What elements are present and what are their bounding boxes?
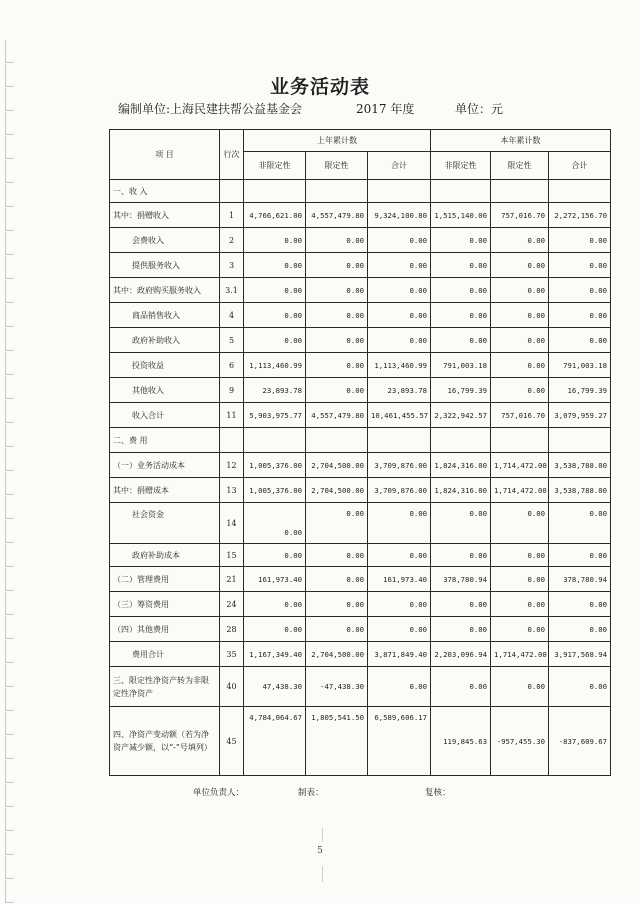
amount-cell: 0.00 xyxy=(431,253,491,278)
table-row xyxy=(110,353,611,378)
amount-cell: 0.00 xyxy=(368,253,431,278)
amount-cell: 0.00 xyxy=(306,503,368,544)
amount-cell: 0.00 xyxy=(368,667,431,707)
amount-cell: 2,704,500.00 xyxy=(306,453,368,478)
amount-cell: 3,538,788.00 xyxy=(549,478,611,503)
amount-cell: 4,766,621.00 xyxy=(244,203,306,228)
amount-cell: 0.00 xyxy=(549,303,611,328)
row-line-number: 6 xyxy=(220,353,244,378)
amount-cell: 0.00 xyxy=(431,544,491,567)
amount-cell: 0.00 xyxy=(491,253,549,278)
header-row-1 xyxy=(110,130,611,152)
header-curr-year: 本年累计数 xyxy=(431,130,611,152)
row-label: 商品销售收入 xyxy=(110,303,220,328)
row-line-number: 9 xyxy=(220,378,244,403)
amount-cell: 119,845.63 xyxy=(431,707,491,776)
table-row xyxy=(110,667,611,707)
binding-tick xyxy=(5,160,14,183)
amount-cell: 0.00 xyxy=(491,353,549,378)
binding-tick xyxy=(5,808,14,831)
amount-cell: 0.00 xyxy=(549,253,611,278)
report-title: 业务活动表 xyxy=(269,76,370,98)
row-label: 一、收 入 xyxy=(110,180,220,203)
table-row xyxy=(110,328,611,353)
amount-cell: 2,203,096.94 xyxy=(431,642,491,667)
table-row xyxy=(110,642,611,667)
amount-cell: 161,973.40 xyxy=(244,567,306,592)
fiscal-year: 2017 年度 xyxy=(356,102,415,116)
binding-tick xyxy=(5,712,14,735)
amount-cell: -957,455.30 xyxy=(491,707,549,776)
amount-cell: 1,113,460.99 xyxy=(244,353,306,378)
binding-tick xyxy=(5,760,14,783)
binding-tick xyxy=(5,376,14,399)
amount-cell: 0.00 xyxy=(491,303,549,328)
row-label: 三、限定性净资产转为非限定性净资产 xyxy=(110,667,220,707)
scan-mark xyxy=(322,866,323,882)
amount-cell: 378,780.94 xyxy=(549,567,611,592)
binding-tick xyxy=(5,400,14,423)
amount-cell: 3,538,788.00 xyxy=(549,453,611,478)
row-line-number: 13 xyxy=(220,478,244,503)
amount-cell: 3,709,876.00 xyxy=(368,453,431,478)
row-line-number: 4 xyxy=(220,303,244,328)
row-label: 其中：政府购买服务收入 xyxy=(110,278,220,303)
amount-cell: 23,893.78 xyxy=(368,378,431,403)
row-line-number: 14 xyxy=(220,503,244,544)
amount-cell: 0.00 xyxy=(306,278,368,303)
binding-tick xyxy=(5,328,14,351)
row-line-number: 21 xyxy=(220,567,244,592)
amount-cell: 1,005,376.00 xyxy=(244,478,306,503)
amount-cell xyxy=(368,428,431,453)
amount-cell: 0.00 xyxy=(306,328,368,353)
amount-cell: 47,438.30 xyxy=(244,667,306,707)
amount-cell: 0.00 xyxy=(431,667,491,707)
table-row xyxy=(110,592,611,617)
amount-cell: 23,893.78 xyxy=(244,378,306,403)
binding-tick xyxy=(5,448,14,471)
amount-cell: 0.00 xyxy=(368,592,431,617)
binding-tick xyxy=(5,664,14,687)
table-row xyxy=(110,707,611,776)
row-label: 四、净资产变动额（若为净资产减少额，以“-”号填列） xyxy=(110,707,220,776)
amount-cell: 0.00 xyxy=(549,228,611,253)
amount-cell: 791,003.18 xyxy=(431,353,491,378)
row-line-number: 2 xyxy=(220,228,244,253)
binding-tick xyxy=(5,112,14,135)
amount-cell xyxy=(491,180,549,203)
amount-cell: 0.00 xyxy=(549,278,611,303)
amount-cell: 0.00 xyxy=(244,617,306,642)
table-row xyxy=(110,428,611,453)
amount-cell: 2,322,942.57 xyxy=(431,403,491,428)
amount-cell: 1,805,541.50 xyxy=(306,707,368,776)
amount-cell xyxy=(306,180,368,203)
row-label: 其中：捐赠成本 xyxy=(110,478,220,503)
amount-cell: -47,438.30 xyxy=(306,667,368,707)
binding-tick xyxy=(5,616,14,639)
amount-cell: 10,461,455.57 xyxy=(368,403,431,428)
binding-tick xyxy=(5,880,14,903)
binding-tick xyxy=(5,688,14,711)
amount-cell: 0.00 xyxy=(431,592,491,617)
amount-cell: 0.00 xyxy=(244,228,306,253)
amount-cell: 0.00 xyxy=(491,592,549,617)
binding-tick xyxy=(5,568,14,591)
amount-cell: 4,557,479.80 xyxy=(306,403,368,428)
binding-tick xyxy=(5,136,14,159)
amount-cell: 0.00 xyxy=(244,544,306,567)
amount-cell: -837,609.67 xyxy=(549,707,611,776)
signature-unit-head: 单位负责人： xyxy=(193,788,245,798)
amount-cell: 0.00 xyxy=(491,617,549,642)
row-line-number: 11 xyxy=(220,403,244,428)
binding-tick xyxy=(5,256,14,279)
amount-cell: 1,113,460.99 xyxy=(368,353,431,378)
binding-tick xyxy=(5,592,14,615)
binding-tick xyxy=(5,184,14,207)
amount-cell: 0.00 xyxy=(306,253,368,278)
amount-cell xyxy=(368,180,431,203)
amount-cell: 0.00 xyxy=(306,544,368,567)
amount-cell: 0.00 xyxy=(306,592,368,617)
row-label: 其中：捐赠收入 xyxy=(110,203,220,228)
amount-cell: 16,799.39 xyxy=(431,378,491,403)
amount-cell: 0.00 xyxy=(306,617,368,642)
binding-tick xyxy=(5,352,14,375)
row-line-number xyxy=(220,428,244,453)
row-label: 会费收入 xyxy=(110,228,220,253)
amount-cell xyxy=(549,428,611,453)
binding-tick xyxy=(5,280,14,303)
amount-cell: 4,784,064.67 xyxy=(244,707,306,776)
amount-cell: 0.00 xyxy=(431,617,491,642)
table-row xyxy=(110,253,611,278)
amount-cell: 0.00 xyxy=(368,303,431,328)
amount-cell: 0.00 xyxy=(549,617,611,642)
amount-cell: 4,557,479.80 xyxy=(306,203,368,228)
table-row xyxy=(110,203,611,228)
amount-cell: 1,824,316.00 xyxy=(431,478,491,503)
amount-cell: 0.00 xyxy=(491,567,549,592)
amount-cell: 0.00 xyxy=(368,544,431,567)
currency-unit: 单位：元 xyxy=(455,102,504,116)
binding-tick xyxy=(5,208,14,231)
amount-cell: 1,824,316.00 xyxy=(431,453,491,478)
row-label: 投资收益 xyxy=(110,353,220,378)
amount-cell: 6,589,606.17 xyxy=(368,707,431,776)
amount-cell: 9,324,100.80 xyxy=(368,203,431,228)
amount-cell: 791,003.18 xyxy=(549,353,611,378)
table-row xyxy=(110,453,611,478)
amount-cell xyxy=(431,428,491,453)
binding-tick xyxy=(5,40,14,63)
row-line-number: 3.1 xyxy=(220,278,244,303)
binding-tick xyxy=(5,472,14,495)
amount-cell: 3,709,876.00 xyxy=(368,478,431,503)
binding-margin xyxy=(3,0,13,904)
row-label: 其他收入 xyxy=(110,378,220,403)
amount-cell xyxy=(549,180,611,203)
table-row xyxy=(110,478,611,503)
amount-cell: 0.00 xyxy=(491,667,549,707)
row-line-number: 5 xyxy=(220,328,244,353)
binding-tick xyxy=(5,304,14,327)
signature-maker: 制表： xyxy=(298,788,324,798)
row-label: 政府补助成本 xyxy=(110,544,220,567)
binding-tick xyxy=(5,496,14,519)
row-line-number: 45 xyxy=(220,707,244,776)
reporting-entity: 编制单位:上海民建扶帮公益基金会 xyxy=(118,102,303,116)
amount-cell: 0.00 xyxy=(431,328,491,353)
amount-cell: 0.00 xyxy=(549,503,611,544)
table-row xyxy=(110,378,611,403)
amount-cell: 0.00 xyxy=(306,378,368,403)
amount-cell: 0.00 xyxy=(549,328,611,353)
amount-cell: 1,714,472.00 xyxy=(491,642,549,667)
amount-cell: 0.00 xyxy=(549,592,611,617)
amount-cell: 3,079,959.27 xyxy=(549,403,611,428)
header-line: 行次 xyxy=(220,130,244,180)
amount-cell: 0.00 xyxy=(244,592,306,617)
amount-cell: 1,515,140.00 xyxy=(431,203,491,228)
header-total: 合计 xyxy=(549,152,611,180)
binding-tick xyxy=(5,232,14,255)
amount-cell: 0.00 xyxy=(491,503,549,544)
amount-cell: 0.00 xyxy=(491,278,549,303)
amount-cell: 0.00 xyxy=(244,503,306,544)
header-item: 项 目 xyxy=(110,130,220,180)
amount-cell: 0.00 xyxy=(491,378,549,403)
table-row xyxy=(110,403,611,428)
amount-cell: 0.00 xyxy=(491,544,549,567)
scan-mark xyxy=(322,828,323,842)
binding-tick xyxy=(5,784,14,807)
table-row xyxy=(110,567,611,592)
table-row xyxy=(110,544,611,567)
row-line-number: 3 xyxy=(220,253,244,278)
amount-cell: 0.00 xyxy=(431,278,491,303)
header-total: 合计 xyxy=(368,152,431,180)
row-label: （二）管理费用 xyxy=(110,567,220,592)
amount-cell xyxy=(306,428,368,453)
amount-cell: 0.00 xyxy=(431,228,491,253)
amount-cell: 0.00 xyxy=(306,353,368,378)
amount-cell: 0.00 xyxy=(244,253,306,278)
binding-tick xyxy=(5,544,14,567)
binding-tick xyxy=(5,424,14,447)
row-label: 社会资金 xyxy=(110,503,220,544)
table-row xyxy=(110,180,611,203)
amount-cell: 0.00 xyxy=(368,278,431,303)
row-label: 收入合计 xyxy=(110,403,220,428)
amount-cell: 0.00 xyxy=(549,544,611,567)
signature-reviewer: 复核： xyxy=(425,788,451,798)
amount-cell: 2,704,500.00 xyxy=(306,478,368,503)
amount-cell: 0.00 xyxy=(491,328,549,353)
activity-statement-table xyxy=(109,129,610,771)
amount-cell: 1,714,472.00 xyxy=(491,453,549,478)
row-label: 费用合计 xyxy=(110,642,220,667)
binding-tick xyxy=(5,856,14,879)
amount-cell: 161,973.40 xyxy=(368,567,431,592)
amount-cell: 2,272,156.70 xyxy=(549,203,611,228)
header-restricted: 限定性 xyxy=(491,152,549,180)
amount-cell: 378,780.94 xyxy=(431,567,491,592)
amount-cell: 757,016.70 xyxy=(491,403,549,428)
amount-cell: 3,917,568.94 xyxy=(549,642,611,667)
row-label: 二、费 用 xyxy=(110,428,220,453)
amount-cell: 0.00 xyxy=(306,303,368,328)
amount-cell xyxy=(491,428,549,453)
amount-cell: 2,704,500.00 xyxy=(306,642,368,667)
page-number: 5 xyxy=(317,846,323,856)
table-row xyxy=(110,617,611,642)
row-label: 提供服务收入 xyxy=(110,253,220,278)
binding-tick xyxy=(5,640,14,663)
amount-cell xyxy=(431,180,491,203)
amount-cell: 0.00 xyxy=(368,328,431,353)
amount-cell: 757,016.70 xyxy=(491,203,549,228)
amount-cell: 0.00 xyxy=(368,503,431,544)
row-line-number: 12 xyxy=(220,453,244,478)
amount-cell: 0.00 xyxy=(431,503,491,544)
table-row xyxy=(110,278,611,303)
table-row xyxy=(110,503,611,544)
table-row xyxy=(110,303,611,328)
amount-cell xyxy=(244,180,306,203)
amount-cell xyxy=(244,428,306,453)
amount-cell: 0.00 xyxy=(244,303,306,328)
amount-cell: 0.00 xyxy=(368,617,431,642)
row-line-number: 28 xyxy=(220,617,244,642)
row-label: 政府补助收入 xyxy=(110,328,220,353)
amount-cell: 0.00 xyxy=(306,567,368,592)
amount-cell: 0.00 xyxy=(491,228,549,253)
header-unrestricted: 非限定性 xyxy=(244,152,306,180)
amount-cell: 1,005,376.00 xyxy=(244,453,306,478)
amount-cell: 0.00 xyxy=(244,328,306,353)
binding-tick xyxy=(5,520,14,543)
row-label: （三）筹资费用 xyxy=(110,592,220,617)
header-prev-year: 上年累计数 xyxy=(244,130,431,152)
header-unrestricted: 非限定性 xyxy=(431,152,491,180)
amount-cell: 3,871,849.40 xyxy=(368,642,431,667)
table-row xyxy=(110,228,611,253)
amount-cell: 1,167,349.40 xyxy=(244,642,306,667)
row-line-number: 40 xyxy=(220,667,244,707)
row-line-number: 35 xyxy=(220,642,244,667)
amount-cell: 0.00 xyxy=(306,228,368,253)
row-line-number: 24 xyxy=(220,592,244,617)
row-label: （一）业务活动成本 xyxy=(110,453,220,478)
amount-cell: 0.00 xyxy=(368,228,431,253)
amount-cell: 1,714,472.00 xyxy=(491,478,549,503)
row-line-number xyxy=(220,180,244,203)
header-restricted: 限定性 xyxy=(306,152,368,180)
amount-cell: 0.00 xyxy=(431,303,491,328)
amount-cell: 16,799.39 xyxy=(549,378,611,403)
row-label: （四）其他费用 xyxy=(110,617,220,642)
binding-tick xyxy=(5,736,14,759)
row-line-number: 1 xyxy=(220,203,244,228)
row-line-number: 15 xyxy=(220,544,244,567)
amount-cell: 5,903,975.77 xyxy=(244,403,306,428)
amount-cell: 0.00 xyxy=(549,667,611,707)
amount-cell: 0.00 xyxy=(244,278,306,303)
